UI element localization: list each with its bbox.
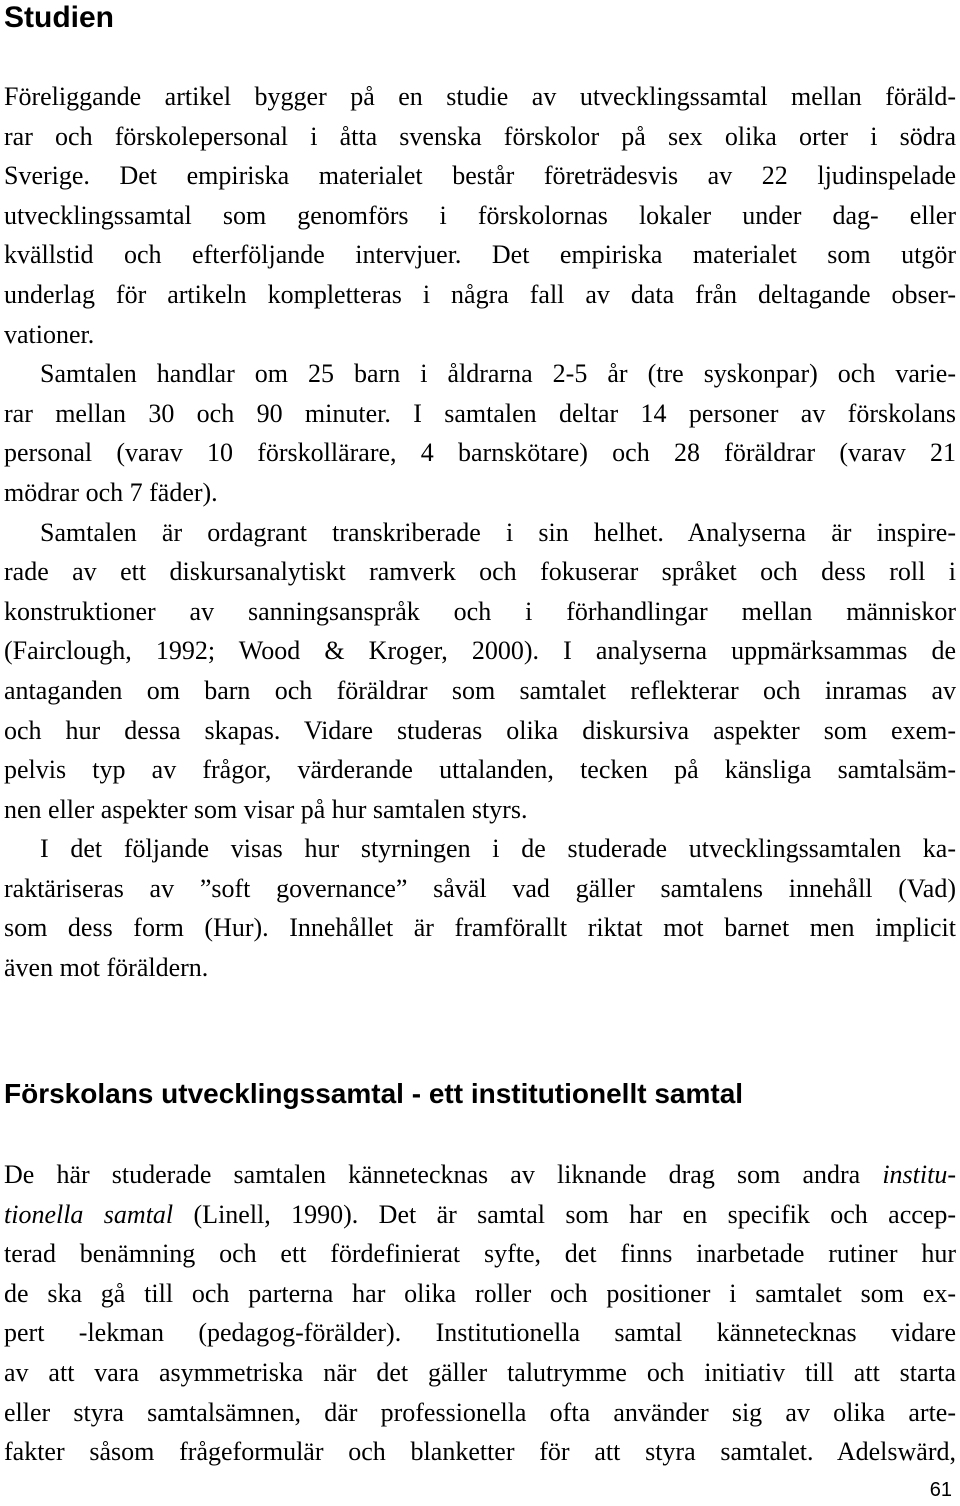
text-line: kvällstid och efterföljande intervjuer. Det empiriska materialet som utgör <box>4 240 956 270</box>
text-line: eller styra samtalsämnen, där professionella ofta använder sig av olika arte- <box>4 1397 956 1427</box>
text-line: utvecklingssamtal som genomförs i förskolornas lokaler under dag- eller <box>4 200 956 230</box>
text-line: och hur dessa skapas. Vidare studeras olika diskursiva aspekter som exem- <box>4 715 956 745</box>
text-line: (Fairclough, 1992; Wood & Kroger, 2000). I analyserna uppmärksammas de <box>4 636 956 666</box>
text-line: konstruktioner av sanningsanspråk och i förhandlingar mellan människor <box>4 596 956 626</box>
text-line: antaganden om barn och föräldrar som samtalet reflekterar och inramas av <box>4 675 956 705</box>
italic-term: tionella samtal <box>4 1199 174 1229</box>
text-line: som dess form (Hur). Innehållet är framförallt riktat mot barnet men implicit <box>4 913 956 943</box>
text-line: raktäriseras av ”soft governance” såväl vad gäller samtalens innehåll (Vad) <box>4 873 956 903</box>
italic-term: institu- <box>882 1160 956 1189</box>
text-line: vationer. <box>4 319 95 349</box>
page-number: 61 <box>929 1479 952 1501</box>
text-line: rar och förskolepersonal i åtta svenska förskolor på sex olika orter i södra <box>4 121 956 151</box>
section-body-forskolans-utvecklingssamtal <box>4 1155 956 1472</box>
text-run: (Linell, 1990). Det är samtal som har en specifik och accep- <box>173 1199 956 1229</box>
text-line: Sverige. Det empiriska materialet består företrädesvis av 22 ljudinspelade <box>4 161 956 191</box>
text-line <box>4 1155 956 1195</box>
text-line: pert -lekman (pedagog-förälder). Institutionella samtal kännetecknas vidare <box>4 1318 956 1348</box>
text-line: nen eller aspekter som visar på hur samtalen styrs. <box>4 794 528 824</box>
text-line: mödrar och 7 fäder). <box>4 477 218 507</box>
text-line: I det följande visas hur styrningen i de studerade utvecklingssamtalen ka- <box>40 834 956 864</box>
text-line: Samtalen är ordagrant transkriberade i sin helhet. Analyserna är inspire- <box>40 517 956 547</box>
text-line: Samtalen handlar om 25 barn i åldrarna 2-5 år (tre syskonpar) och varie- <box>40 359 956 389</box>
text-line: rar mellan 30 och 90 minuter. I samtalen deltar 14 personer av förskolans <box>4 398 956 428</box>
text-line: de ska gå till och parterna har olika roller och positioner i samtalet som ex- <box>4 1278 956 1308</box>
text-line: Föreliggande artikel bygger på en studie av utvecklingssamtal mellan föräld- <box>4 82 956 111</box>
text-line: personal (varav 10 förskollärare, 4 barnskötare) och 28 föräldrar (varav 21 <box>4 438 956 468</box>
text-line: av att vara asymmetriska när det gäller talutrymme och initiativ till att starta <box>4 1357 956 1387</box>
section-body-studien <box>4 77 956 988</box>
text-line <box>4 1195 956 1235</box>
text-line: rade av ett diskursanalytiskt ramverk och fokuserar språket och dess roll i <box>4 557 956 587</box>
text-line: terad benämning och ett fördefinierat syfte, det finns inarbetade rutiner hur <box>4 1239 956 1269</box>
section-heading-forskolans-utvecklingssamtal: Förskolans utvecklingssamtal - ett institutionellt samtal <box>4 1078 744 1109</box>
text-line: även mot föräldern. <box>4 953 209 983</box>
text-line: underlag för artikeln kompletteras i några fall av data från deltagande obser- <box>4 279 956 309</box>
text-line: fakter såsom frågeformulär och blanketter för att styra samtalet. Adelswärd, <box>4 1437 956 1467</box>
text-line: pelvis typ av frågor, värderande uttalanden, tecken på känsliga samtalsäm- <box>4 755 956 785</box>
text-run: De här studerade samtalen kännetecknas av liknande drag som andra <box>4 1160 883 1189</box>
section-heading-studien: Studien <box>4 1 114 34</box>
